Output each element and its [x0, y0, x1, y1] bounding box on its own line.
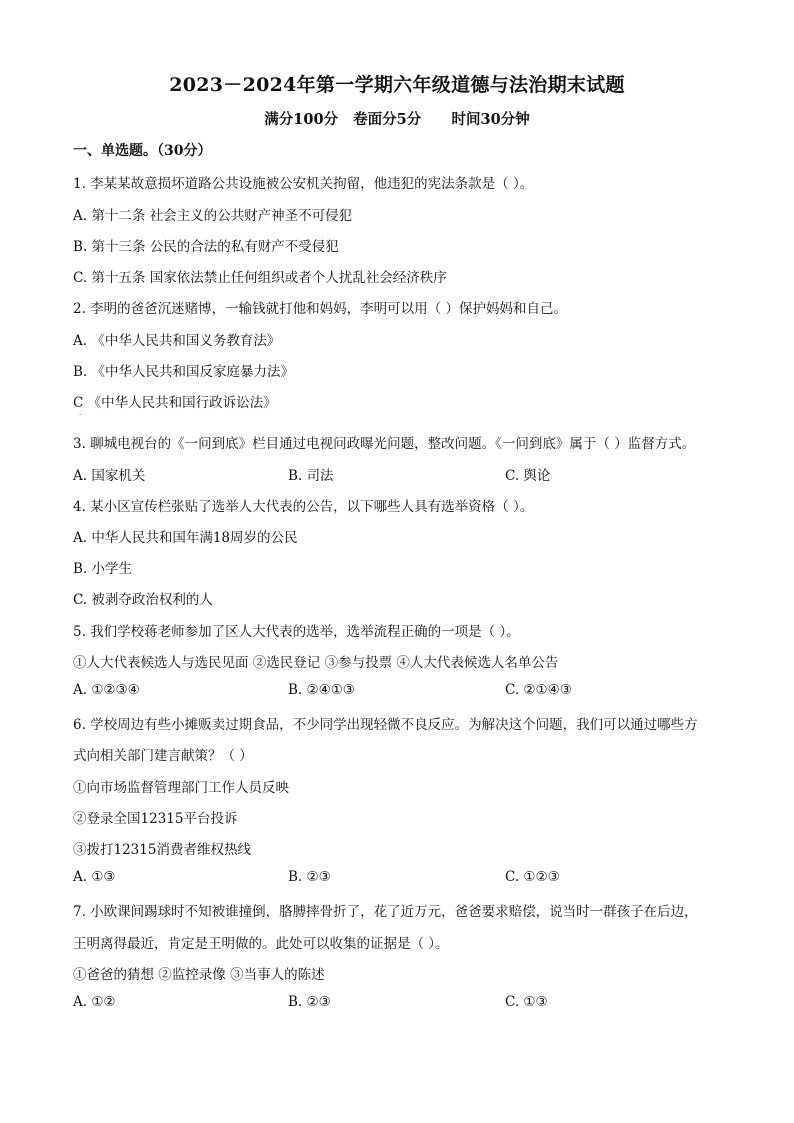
q3-option-a: A. 国家机关 — [73, 468, 146, 484]
q3-option-b: B. 司法 — [288, 468, 334, 484]
q5-items: ①人大代表候选人与选民见面 ②选民登记 ③参与投票 ④人大代表候选人名单公告 — [73, 655, 559, 671]
q6-option-c: C. ①②③ — [505, 869, 560, 885]
section-heading: 一、单选题。（30分） — [73, 143, 212, 159]
q7-stem-line1: 7. 小欧课间踢球时不知被谁撞倒，胳膊摔骨折了，花了近万元，爸爸要求赔偿，说当时一群孩子在后边， — [73, 904, 698, 920]
q6-option-a: A. ①③ — [73, 869, 116, 885]
q5-stem: 5. 我们学校蒋老师参加了区人大代表的选举，选举流程正确的一项是（ ）。 — [73, 624, 520, 640]
q1-option-b: B. 第十三条 公民的合法的私有财产不受侵犯 — [73, 239, 339, 255]
q7-items: ①爸爸的猜想 ②监控录像 ③当事人的陈述 — [73, 967, 325, 983]
q5-options — [73, 682, 733, 702]
q4-option-c: C. 被剥夺政治权利的人 — [73, 592, 213, 608]
exam-subtitle: 满分100分 卷面分5分 时间30分钟 — [264, 111, 530, 128]
q6-stem-line1: 6. 学校周边有些小摊贩卖过期食品，不少同学出现轻微不良反应。为解决这个问题，我们可以通过哪些方 — [73, 717, 698, 733]
q6-item-1: ①向市场监督管理部门工作人员反映 — [73, 780, 289, 796]
q3-stem: 3. 聊城电视台的《一问到底》栏目通过电视问政曝光问题，整改问题。《一问到底》属于（ ）监督方式。 — [73, 436, 696, 452]
q6-item-2: ②登录全国12315平台投诉 — [73, 811, 238, 827]
q4-option-b: B. 小学生 — [73, 561, 133, 577]
q4-option-a: A. 中华人民共和国年满18周岁的公民 — [73, 530, 298, 546]
q2-option-c: C 《中华人民共和国行政诉讼法》 — [73, 395, 277, 411]
q6-item-3: ③拨打12315消费者维权热线 — [73, 842, 251, 858]
q3-options — [73, 464, 733, 484]
q7-option-c: C. ①③ — [505, 994, 548, 1010]
q1-stem: 1. 李某某故意损坏道路公共设施被公安机关拘留，他违犯的宪法条款是（ ）。 — [73, 176, 534, 192]
q4-stem: 4. 某小区宣传栏张贴了选举人大代表的公告，以下哪些人具有选举资格（ ）。 — [73, 499, 534, 515]
exam-title: 2023－2024年第一学期六年级道德与法治期末试题 — [169, 74, 625, 96]
q2-option-a: A. 《中华人民共和国义务教育法》 — [73, 333, 281, 349]
q5-option-b: B. ②④①③ — [288, 682, 355, 698]
q7-option-b: B. ②③ — [288, 994, 331, 1010]
q1-option-c: C. 第十五条 国家依法禁止任何组织或者个人扰乱社会经济秩序 — [73, 270, 447, 286]
q7-stem-line2: 王明离得最近，肯定是王明做的。此处可以收集的证据是（ ）。 — [73, 936, 449, 952]
q2-option-b: B. 《中华人民共和国反家庭暴力法》 — [73, 364, 295, 380]
stray-mark: · — [79, 411, 82, 419]
q3-option-c: C. 舆论 — [505, 468, 551, 484]
q1-option-a: A. 第十二条 社会主义的公共财产神圣不可侵犯 — [73, 208, 353, 224]
q7-options — [73, 994, 733, 1014]
q2-stem: 2. 李明的爸爸沉迷赌博，一输钱就打他和妈妈，李明可以用（ ）保护妈妈和自己。 — [73, 301, 567, 317]
q7-option-a: A. ①② — [73, 994, 116, 1010]
q6-stem-line2: 式向相关部门建言献策？（ ） — [73, 748, 253, 764]
q6-option-b: B. ②③ — [288, 869, 331, 885]
q5-option-c: C. ②①④③ — [505, 682, 572, 698]
q6-options — [73, 869, 733, 889]
q5-option-a: A. ①②③④ — [73, 682, 140, 698]
